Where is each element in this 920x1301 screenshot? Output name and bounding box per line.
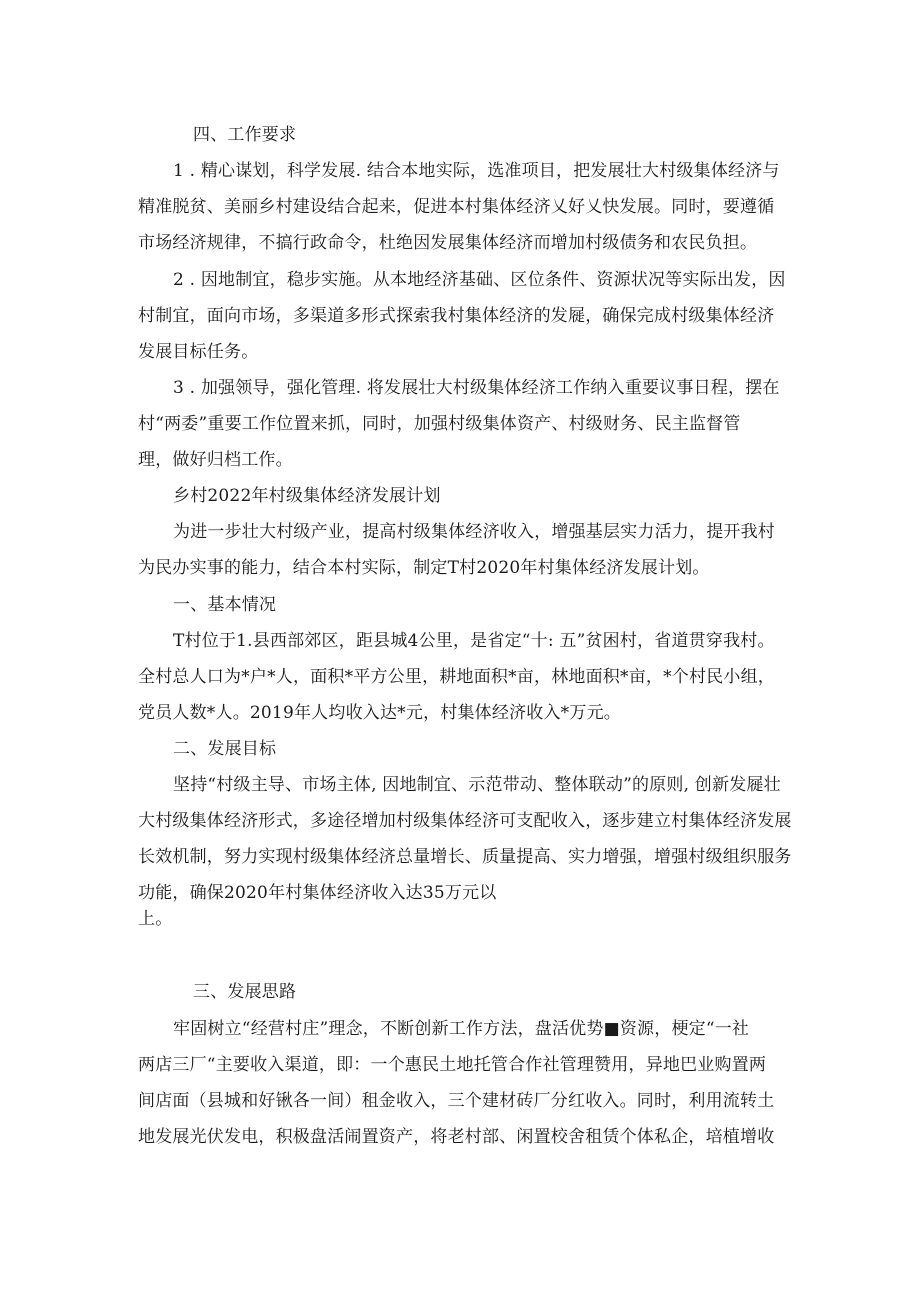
paragraph-line: 两店三厂“主要收入渠道，即：一个惠民土地托管合作社管理赞用，异地巴业购置两: [138, 1055, 767, 1075]
paragraph-line: T村位于1.县西部郊区，距县城4公里，是省定“十: 五”贫困村，省道贯穿我村。: [173, 631, 775, 651]
section-heading-work-requirements: 四、工作要求: [193, 125, 297, 145]
paragraph-line: 2 . 因地制宜，稳步实施。从本地经济基础、区位条件、资源状况等实际出发，因: [173, 270, 786, 290]
paragraph-line: 精准脱贫、美丽乡村建设结合起来，促进本村集体经济乂好乂快发展。同时，要遵循: [138, 197, 775, 217]
paragraph-line: 牢固树立“经营村庄”理念，不断创新工作方法，盘活优势■资源，梗定“一社: [173, 1019, 750, 1039]
paragraph-line: 为民办实事的能力，结合本村实际，制定T村2020年村集体经济发展计划。: [138, 558, 710, 578]
paragraph-line: 长效机制，努力实现村级集体经济总量增长、质量提高、实力增强，增强村级组织服务: [138, 847, 792, 867]
paragraph-line: 间店面（县城和好锹各一间）租金收入，三个建材砖厂分红收入。同时，利用流转土: [138, 1091, 775, 1111]
paragraph-line: 坚持“村级主导、市场主体, 因地制宜、示范带动、整体联动”的原则, 创新发屣壮: [173, 775, 781, 795]
paragraph-line: 3 . 加强领导，强化管理. 将发展壮大村级集体经济工作纳入重要议事日程，摆在: [173, 378, 780, 398]
paragraph-line: 功能，确保2020年村集体经济收入达35万元以: [138, 883, 497, 903]
paragraph-line: 市场经济规律，不搞行政命令，杜绝因发展集体经济而增加村级债务和农民负担。: [138, 233, 758, 253]
paragraph-line: 1 . 精心谋划，科学发展. 结合本地实际，选准项目，把发展壮大村级集体经济与: [173, 161, 780, 181]
paragraph-line: 上。: [138, 909, 173, 929]
paragraph-line: 大村级集体经济形式，多途径增加村级集体经济可支配收入，逐步建立村集体经济发展: [138, 811, 792, 831]
paragraph-line: 发展目标任务。: [138, 342, 259, 362]
section-heading-development-goals: 二、发展目标: [173, 739, 277, 759]
paragraph-line: 村“两委”重要工作位置来抓，同时，加强村级集体资产、村级财务、民主监督管: [138, 414, 741, 434]
paragraph-line: 村制宜，面向市场，多渠道多形式探索我村集体经济的发屣，确保完成村级集体经济: [138, 306, 775, 326]
paragraph-line: 理，做好归档工作。: [138, 450, 293, 470]
paragraph-line: 地发展光伏发电，积极盘活闹置资产，将老村部、闲置校舍租赁个体私企，培植增收: [138, 1127, 775, 1147]
plan-title: 乡村2022年村级集体经济发展计划: [173, 486, 441, 506]
paragraph-line: 党员人数*人。2019年人均收入达*元，村集体经济收入*万元。: [138, 703, 621, 723]
section-heading-basic-situation: 一、基本情况: [173, 595, 277, 615]
paragraph-line: 为进一步壮大村级产业，提高村级集体经济收入，增强基层实力活力，提开我村: [173, 522, 775, 542]
section-heading-development-ideas: 三、发展思路: [193, 982, 297, 1002]
paragraph-line: 全村总人口为*户*人，面积*平方公里，耕地面积*亩，林地面积*亩，*个村民小组，: [138, 667, 775, 687]
